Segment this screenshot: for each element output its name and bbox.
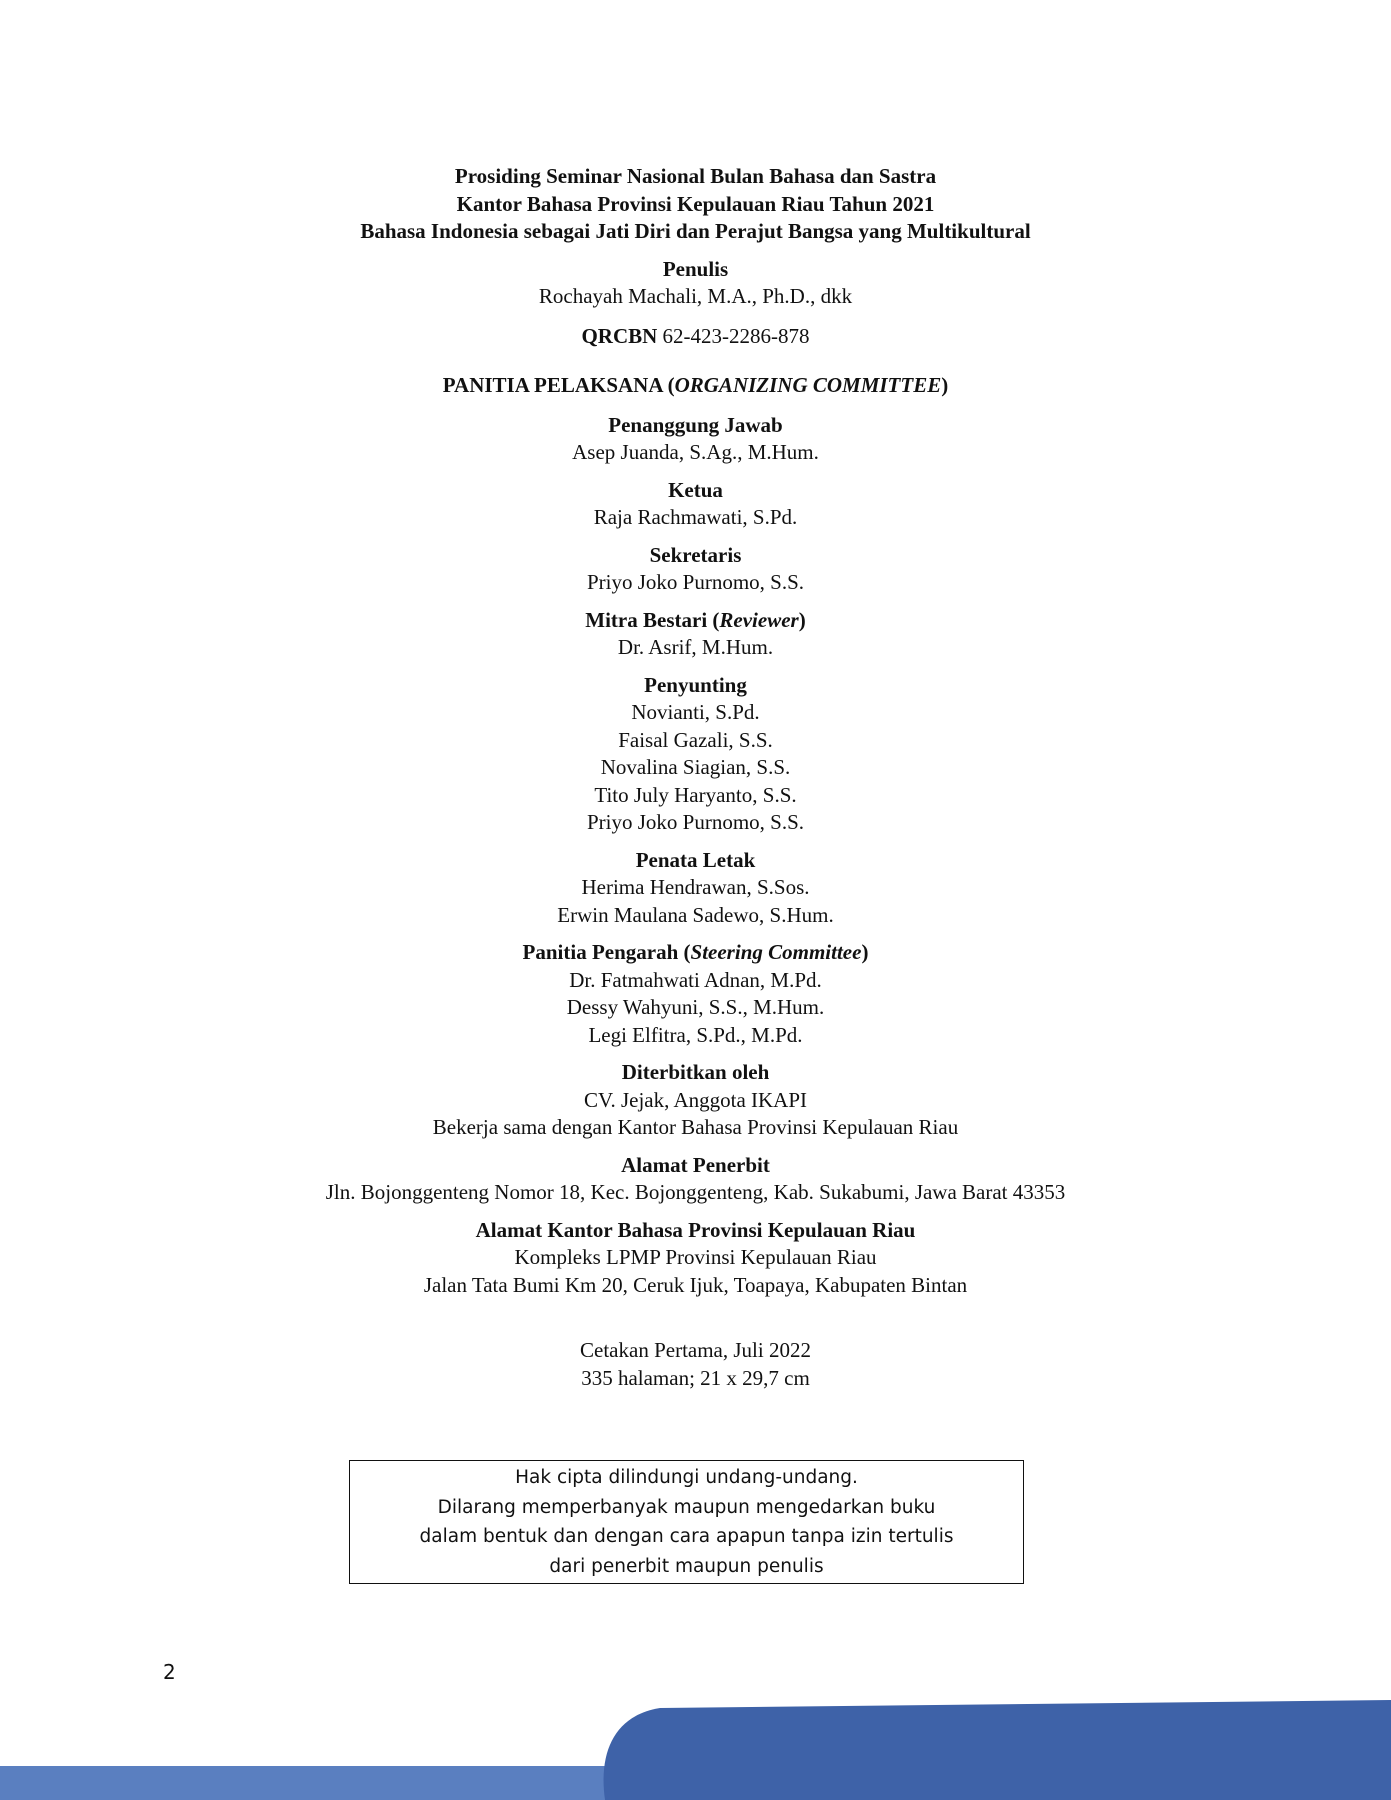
alamat-penerbit-section xyxy=(0,1152,1391,1207)
committee-heading-close: ) xyxy=(941,373,949,397)
alamat-kantor-section xyxy=(0,1217,1391,1300)
footer-wave-dark xyxy=(604,1700,1391,1800)
imprint-content xyxy=(0,163,1391,1392)
mitra-bestari-label-main: Mitra Bestari ( xyxy=(585,607,720,632)
office-address-line: Jalan Tata Bumi Km 20, Ceruk Ijuk, Toapaya, Kabupaten Bintan xyxy=(423,1272,968,1297)
penyunting-label: Penyunting xyxy=(644,672,747,697)
publisher-partner: Bekerja sama dengan Kantor Bahasa Provinsi Kepulauan Riau xyxy=(432,1115,959,1139)
ketua-section xyxy=(0,477,1391,532)
author-section xyxy=(0,256,1391,311)
copyright-notice-line: Dilarang memperbanyak maupun mengedarkan buku xyxy=(437,1496,936,1518)
alamat-penerbit-label: Alamat Penerbit xyxy=(621,1152,770,1177)
copyright-notice-box xyxy=(349,1460,1024,1584)
penyunting-name: Faisal Gazali, S.S. xyxy=(618,727,773,752)
penata-letak-name: Herima Hendrawan, S.Sos. xyxy=(581,875,810,899)
title-line-1: Prosiding Seminar Nasional Bulan Bahasa dan Sastra xyxy=(454,164,937,188)
panitia-pengarah-name: Dr. Fatmahwati Adnan, M.Pd. xyxy=(569,967,822,992)
sekretaris-name: Priyo Joko Purnomo, S.S. xyxy=(586,570,805,594)
footer-wave-decoration xyxy=(0,1690,1391,1800)
publisher-address: Jln. Bojonggenteng Nomor 18, Kec. Bojonggenteng, Kab. Sukabumi, Jawa Barat 43353 xyxy=(325,1180,1066,1204)
office-address-line: Kompleks LPMP Provinsi Kepulauan Riau xyxy=(514,1245,877,1269)
diterbitkan-section xyxy=(0,1059,1391,1142)
sekretaris-section xyxy=(0,542,1391,597)
penata-letak-section xyxy=(0,847,1391,930)
mitra-bestari-label xyxy=(0,607,1391,635)
penyunting-name: Novianti, S.Pd. xyxy=(631,700,760,724)
mitra-bestari-name: Dr. Asrif, M.Hum. xyxy=(617,635,774,659)
panitia-pengarah-label xyxy=(0,939,1391,967)
panitia-pengarah-label-close: ) xyxy=(861,940,869,964)
committee-heading-main: PANITIA PELAKSANA ( xyxy=(442,373,675,397)
panitia-pengarah-name: Dessy Wahyuni, S.S., M.Hum. xyxy=(566,995,825,1019)
penata-letak-label: Penata Letak xyxy=(635,847,756,872)
author-name: Rochayah Machali, M.A., Ph.D., dkk xyxy=(538,284,853,308)
penyunting-name: Priyo Joko Purnomo, S.S. xyxy=(586,810,805,834)
penyunting-name: Tito July Haryanto, S.S. xyxy=(594,782,797,807)
author-label: Penulis xyxy=(662,256,729,281)
proceedings-title xyxy=(0,163,1391,246)
title-line-3: Bahasa Indonesia sebagai Jati Diri dan Perajut Bangsa yang Multikultural xyxy=(360,219,1031,243)
title-line-2: Kantor Bahasa Provinsi Kepulauan Riau Tahun 2021 xyxy=(456,191,935,216)
edition-line: Cetakan Pertama, Juli 2022 xyxy=(580,1338,811,1362)
panitia-pengarah-section xyxy=(0,939,1391,1049)
panitia-pengarah-name: Legi Elfitra, S.Pd., M.Pd. xyxy=(588,1022,803,1047)
mitra-bestari-label-italic: Reviewer xyxy=(719,607,799,632)
organizing-committee-heading xyxy=(0,372,1391,400)
copyright-notice-line: dalam bentuk dan dengan cara apapun tanpa izin tertulis xyxy=(419,1526,954,1547)
sekretaris-label: Sekretaris xyxy=(649,542,742,567)
copyright-notice-line: Hak cipta dilindungi undang-undang. xyxy=(515,1467,858,1488)
mitra-bestari-section xyxy=(0,607,1391,662)
penyunting-name: Novalina Siagian, S.S. xyxy=(600,755,791,779)
panitia-pengarah-label-italic: Steering Committee xyxy=(690,940,862,964)
ketua-label: Ketua xyxy=(668,477,723,502)
penyunting-section xyxy=(0,672,1391,837)
diterbitkan-label: Diterbitkan oleh xyxy=(621,1060,770,1084)
page-count-line: 335 halaman; 21 x 29,7 cm xyxy=(581,1365,810,1390)
alamat-kantor-label: Alamat Kantor Bahasa Provinsi Kepulauan Riau xyxy=(475,1217,916,1242)
ketua-name: Raja Rachmawati, S.Pd. xyxy=(593,505,798,529)
panitia-pengarah-label-main: Panitia Pengarah ( xyxy=(522,940,691,964)
copyright-notice-line: dari penerbit maupun penulis xyxy=(549,1555,824,1577)
publisher-name: CV. Jejak, Anggota IKAPI xyxy=(583,1087,808,1112)
qrcbn-label: QRCBN xyxy=(581,323,658,348)
committee-heading-italic: ORGANIZING COMMITTEE xyxy=(674,373,942,397)
edition-section xyxy=(0,1337,1391,1392)
page-number: 2 xyxy=(163,1660,176,1684)
penanggung-jawab-section xyxy=(0,412,1391,467)
qrcbn-value: 62-423-2286-878 xyxy=(662,323,810,348)
penata-letak-name: Erwin Maulana Sadewo, S.Hum. xyxy=(557,902,834,927)
penanggung-jawab-label: Penanggung Jawab xyxy=(608,412,783,437)
qrcbn-line xyxy=(0,323,1391,351)
mitra-bestari-label-close: ) xyxy=(798,607,806,632)
penanggung-jawab-name: Asep Juanda, S.Ag., M.Hum. xyxy=(572,440,819,464)
